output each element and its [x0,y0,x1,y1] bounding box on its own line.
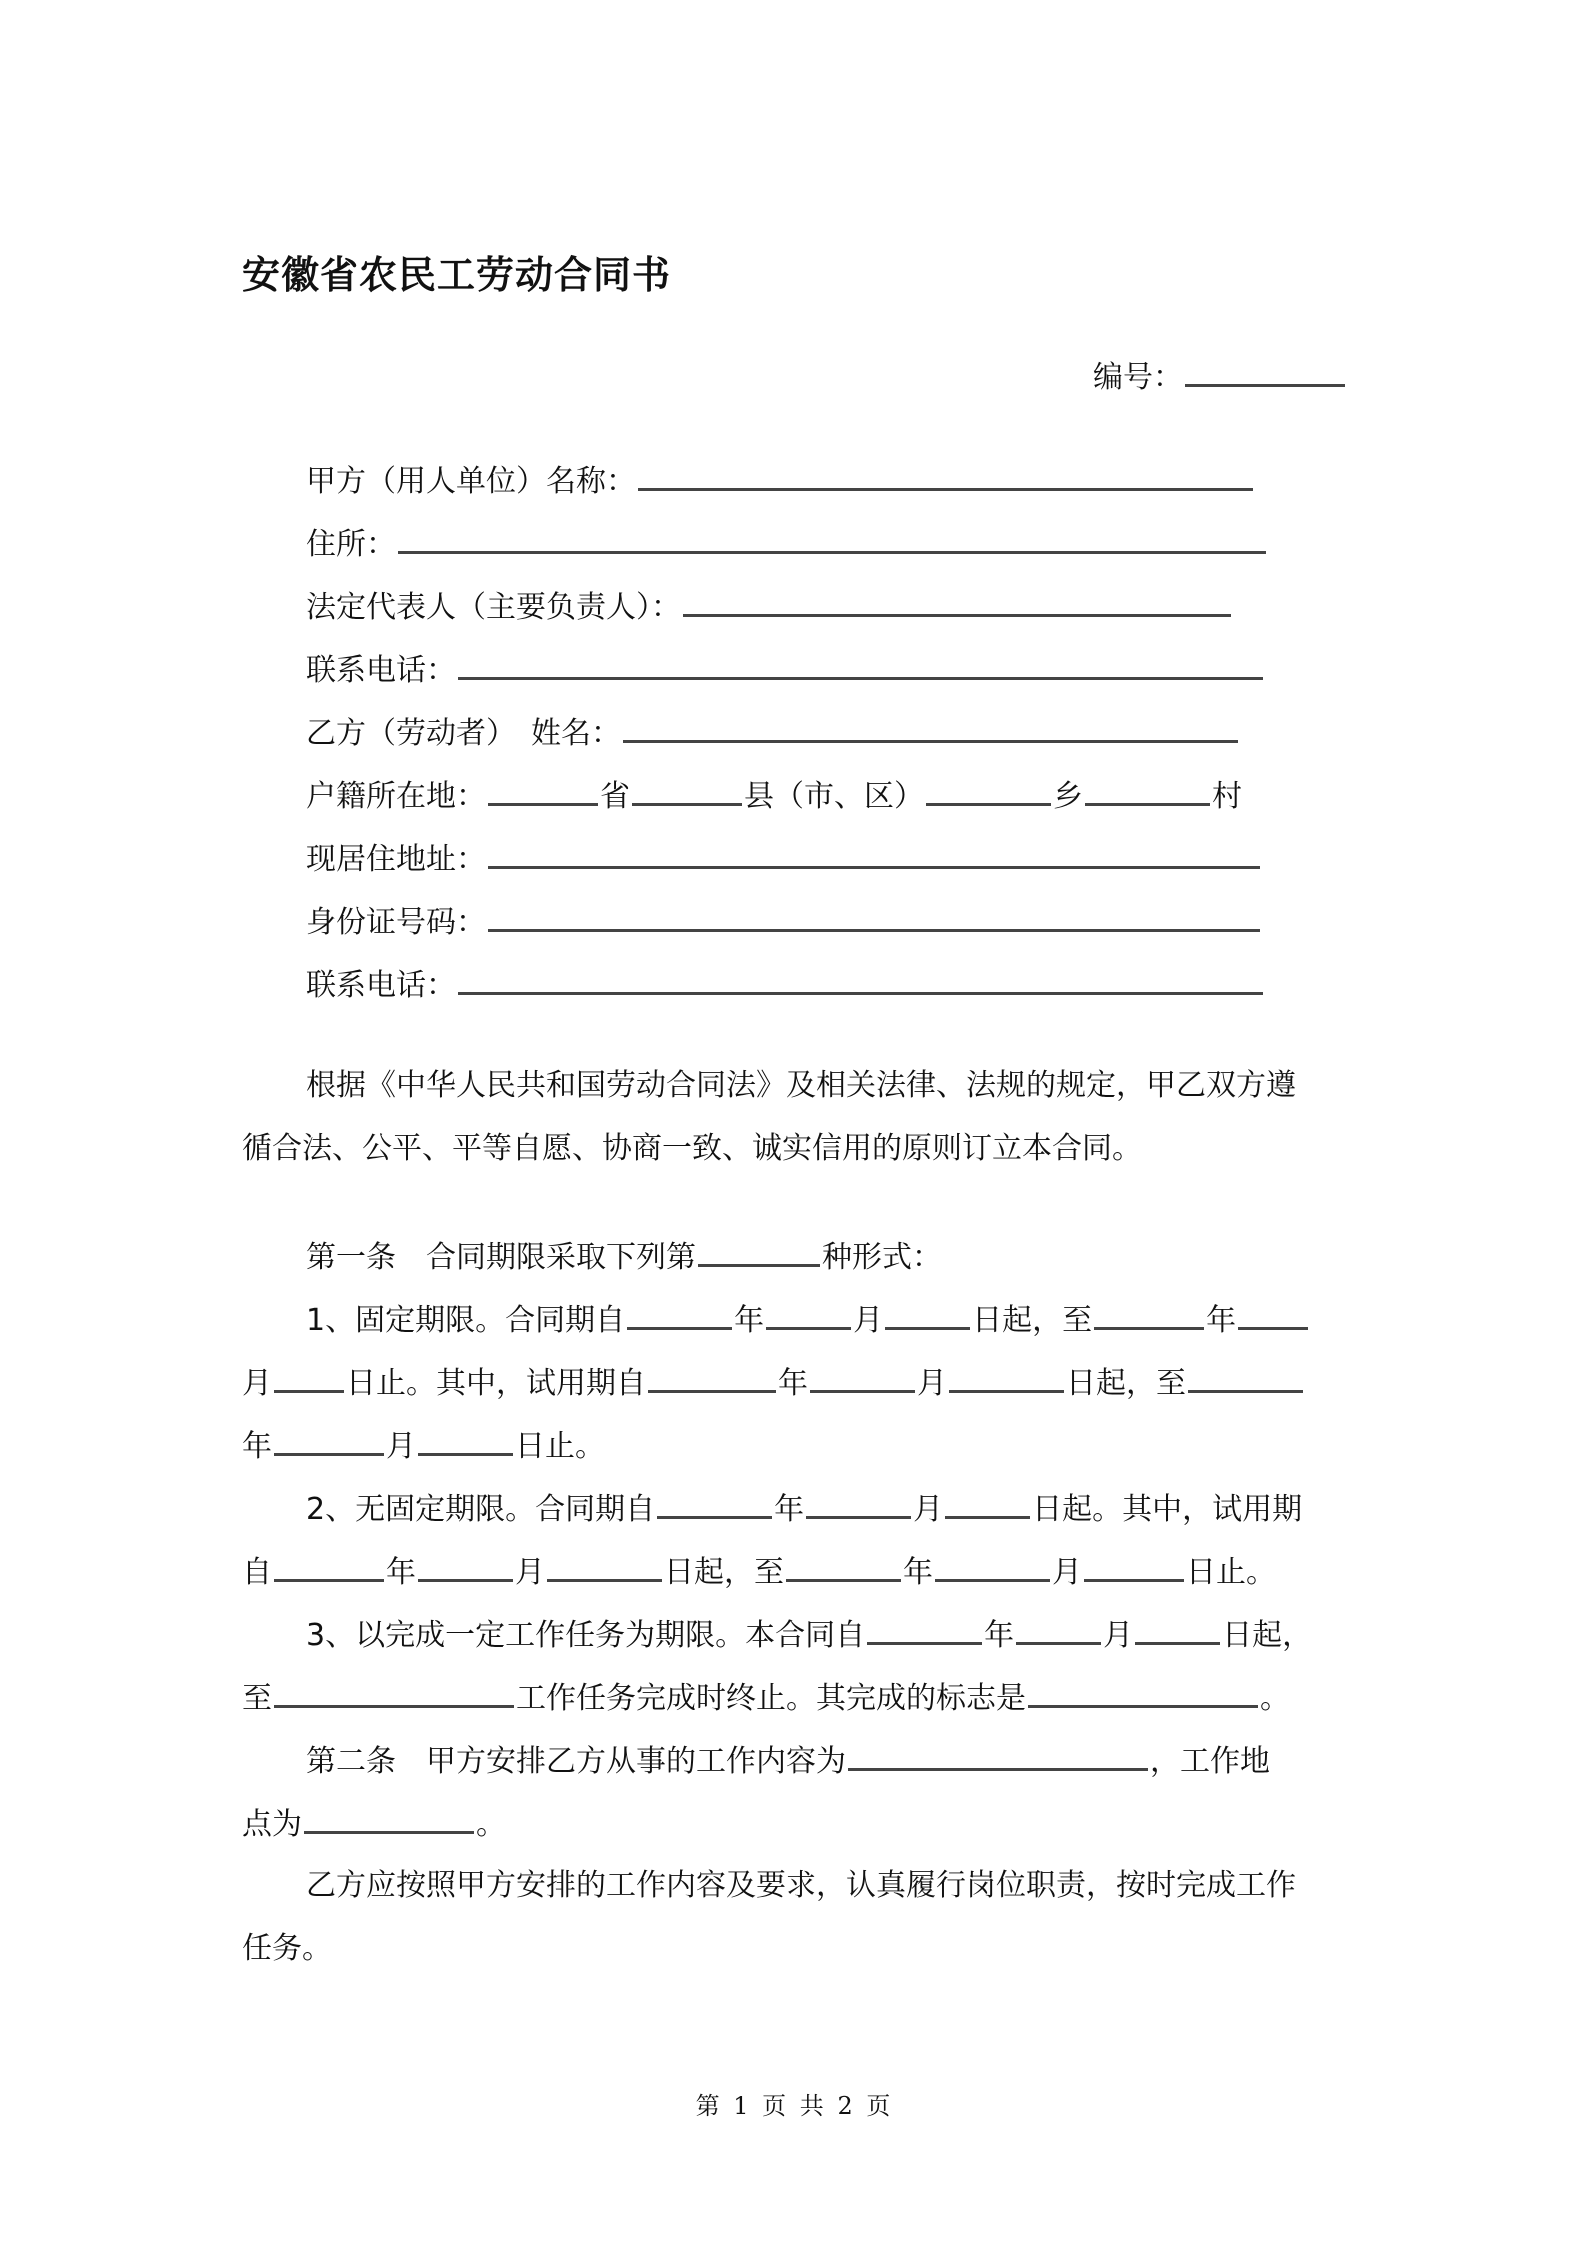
document-title: 安徽省农民工劳动合同书 [242,253,672,297]
month-label: 月 [917,1366,947,1401]
month-label: 月 [853,1303,884,1338]
month-label: 月 [1103,1618,1134,1653]
opt1-start-month-blank[interactable] [766,1299,851,1330]
opt2-probation-start-year-blank[interactable] [274,1551,384,1582]
party-a-legal-rep-row [306,586,1233,628]
opt3-start-month-blank[interactable] [1016,1614,1101,1645]
party-a-name-row [306,460,1255,502]
party-a-legal-rep-blank[interactable] [683,586,1231,617]
day-from-label: 日起， [1222,1618,1313,1653]
duty-line-2: 任务。 [242,1931,332,1966]
term-form-blank[interactable] [698,1236,820,1267]
probation-end-month-blank[interactable] [274,1425,384,1456]
opt1-start-day-blank[interactable] [885,1299,970,1330]
opt2-probation-end-month-blank[interactable] [935,1551,1050,1582]
option-1-line-2 [242,1362,1305,1404]
opt2-start-day-blank[interactable] [945,1488,1030,1519]
opt2-text: 2、无固定期限。合同期自 [306,1492,656,1527]
province-label: 省 [600,779,630,814]
task-completion-text: 工作任务完成时终止。其完成的标志是 [516,1681,1026,1716]
option-2-line-1 [306,1488,1302,1530]
serial-label: 编号： [1093,360,1183,395]
probation-text: 日止。其中，试用期自 [346,1366,646,1401]
party-a-name-blank[interactable] [638,460,1253,491]
opt3-text: 3、以完成一定工作任务为期限。本合同自 [306,1618,866,1653]
party-a-phone-row [306,649,1265,691]
party-b-current-address-row [306,838,1262,880]
end-label: 日止。 [515,1429,605,1464]
month-label: 月 [913,1492,944,1527]
article-1-intro-tail: 种形式： [822,1240,942,1275]
article-1-intro [306,1236,942,1278]
day-from-label: 日起，至 [664,1555,784,1590]
year-label: 年 [386,1555,416,1590]
option-3-line-1 [306,1614,1312,1656]
day-from-label: 日起，至 [972,1303,1093,1338]
opt2-probation-start-day-blank[interactable] [547,1551,662,1582]
day-from-label: 日起，至 [1066,1366,1186,1401]
duty-line-1: 乙方应按照甲方安排的工作内容及要求，认真履行岗位职责，按时完成工作 [306,1868,1296,1903]
option-3-line-2 [242,1677,1290,1719]
party-b-phone-row [306,964,1265,1006]
opt2-probation-start-month-blank[interactable] [418,1551,513,1582]
period-label: 。 [476,1807,506,1842]
hukou-village-blank[interactable] [1085,775,1210,806]
opt3-start-year-blank[interactable] [867,1614,982,1645]
opt2-probation-end-day-blank[interactable] [1084,1551,1184,1582]
article-2-heading: 第二条 甲方安排乙方从事的工作内容为 [306,1744,846,1779]
year-label: 年 [984,1618,1015,1653]
party-a-legal-rep-label: 法定代表人（主要负责人）： [306,590,681,625]
hukou-county-blank[interactable] [632,775,742,806]
preamble-line-2: 循合法、公平、平等自愿、协商一致、诚实信用的原则订立本合同。 [242,1131,1142,1166]
month-label: 月 [1052,1555,1082,1590]
party-b-phone-label: 联系电话： [306,968,456,1003]
probation-start-day-blank[interactable] [949,1362,1064,1393]
page-number: 第 1 页 共 2 页 [695,2092,891,2120]
party-a-name-label: 甲方（用人单位）名称： [306,464,636,499]
current-address-label: 现居住地址： [306,842,486,877]
year-label: 年 [1206,1303,1237,1338]
opt1-end-year-blank[interactable] [1094,1299,1204,1330]
hukou-township-blank[interactable] [926,775,1051,806]
party-b-id-row [306,901,1262,943]
opt2-probation-end-year-blank[interactable] [786,1551,901,1582]
month-label: 月 [386,1429,416,1464]
end-label: 日止。 [1186,1555,1276,1590]
option-1-line-3 [242,1425,605,1467]
task-blank[interactable] [274,1677,514,1708]
article-2-line-1 [306,1740,1270,1782]
month-label: 月 [515,1555,545,1590]
work-place-blank[interactable] [304,1803,474,1834]
opt2-start-month-blank[interactable] [806,1488,911,1519]
opt1-text: 1、固定期限。合同期自 [306,1303,626,1338]
opt1-end-month-blank[interactable] [1238,1299,1308,1330]
probation-start-year-blank[interactable] [648,1362,776,1393]
party-a-phone-blank[interactable] [458,649,1263,680]
work-place-label: 点为 [242,1807,302,1842]
serial-number-field [1093,352,1347,396]
completion-mark-blank[interactable] [1028,1677,1258,1708]
year-label: 年 [903,1555,933,1590]
opt2-tail: 日起。其中，试用期 [1032,1492,1303,1527]
party-b-name-label: 乙方（劳动者） 姓名： [306,716,621,751]
opt1-end-day-blank[interactable] [274,1362,344,1393]
hukou-label: 户籍所在地： [306,779,486,814]
party-a-address-row [306,523,1268,565]
party-b-name-row [306,712,1240,754]
article-2-line-2 [242,1803,506,1845]
work-place-text: ，工作地 [1150,1744,1270,1779]
village-label: 村 [1212,779,1242,814]
option-1-line-1 [306,1299,1310,1341]
probation-start-month-blank[interactable] [810,1362,915,1393]
party-b-phone-blank[interactable] [458,964,1263,995]
serial-blank[interactable] [1185,356,1345,387]
hukou-province-blank[interactable] [488,775,598,806]
party-a-address-label: 住所： [306,527,396,562]
opt3-start-day-blank[interactable] [1135,1614,1220,1645]
county-label: 县（市、区） [744,779,924,814]
party-a-phone-label: 联系电话： [306,653,456,688]
article-1-heading: 第一条 合同期限采取下列第 [306,1240,696,1275]
year-label: 年 [734,1303,765,1338]
from-label: 自 [242,1555,272,1590]
preamble-line-1: 根据《中华人民共和国劳动合同法》及相关法律、法规的规定，甲乙双方遵 [306,1068,1296,1103]
id-number-blank[interactable] [488,901,1260,932]
year-label: 年 [778,1366,808,1401]
party-b-hukou-row [306,775,1242,817]
to-label: 至 [242,1681,272,1716]
month-label: 月 [242,1366,272,1401]
year-label: 年 [774,1492,805,1527]
opt2-start-year-blank[interactable] [657,1488,772,1519]
party-a-address-blank[interactable] [398,523,1266,554]
year-label: 年 [242,1429,272,1464]
id-number-label: 身份证号码： [306,905,486,940]
job-content-blank[interactable] [848,1740,1148,1771]
probation-end-year-blank[interactable] [1188,1362,1303,1393]
township-label: 乡 [1053,779,1083,814]
probation-end-day-blank[interactable] [418,1425,513,1456]
current-address-blank[interactable] [488,838,1260,869]
option-2-line-2 [242,1551,1276,1593]
period-label: 。 [1260,1681,1290,1716]
opt1-start-year-blank[interactable] [627,1299,732,1330]
party-b-name-blank[interactable] [623,712,1238,743]
